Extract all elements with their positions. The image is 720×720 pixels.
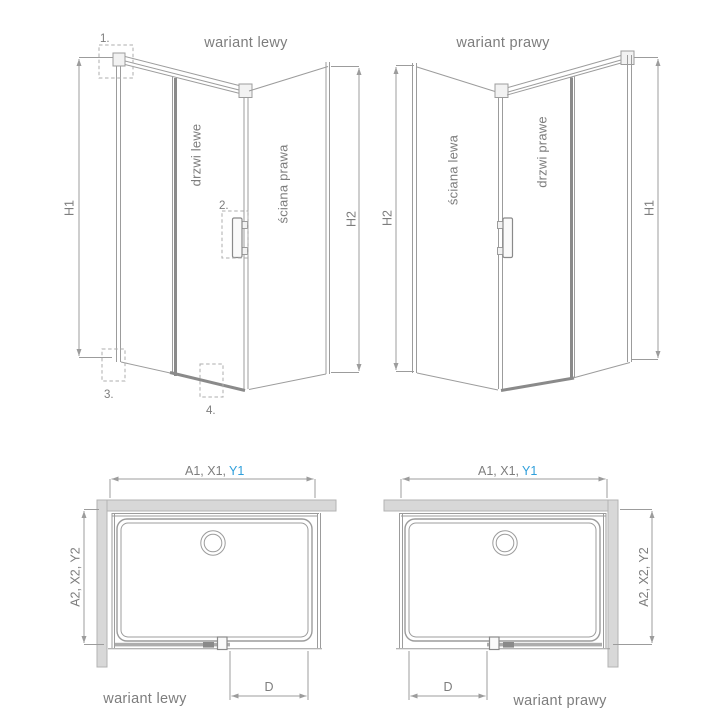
dimension-width <box>401 464 607 498</box>
side-wall-panel <box>413 63 499 390</box>
plan-left-view <box>68 464 336 707</box>
left-wall <box>97 500 107 667</box>
callout-1-label: 1. <box>100 33 110 45</box>
dimension-depth <box>613 510 652 645</box>
shower-tray <box>117 519 312 641</box>
width-dim-label-accent: Y1 <box>522 464 538 478</box>
h1-label: H1 <box>62 200 77 216</box>
corner-bracket <box>495 84 508 98</box>
depth-dim-label: A2, X2, Y2 <box>636 547 651 607</box>
sliding-door-plan <box>115 637 230 650</box>
enclosure-frame <box>396 513 610 649</box>
callout-4-label: 4. <box>206 405 216 417</box>
bottom-rail <box>501 363 630 391</box>
corner-post <box>244 97 248 389</box>
callout-3-label: 3. <box>104 389 114 401</box>
sliding-door-plan <box>487 637 602 650</box>
top-wall <box>384 500 618 511</box>
h2-label: H2 <box>380 210 395 226</box>
dimension-h1-right <box>631 58 658 360</box>
enclosure-frame <box>108 513 322 649</box>
right-frame-profile <box>628 55 632 362</box>
right-wall <box>608 500 618 667</box>
door-handle-plan <box>218 637 228 650</box>
entry-dim-label: D <box>264 680 274 694</box>
depth-dim-label: A2, X2, Y2 <box>68 547 83 607</box>
door-handle <box>498 218 513 258</box>
left-frame-profile <box>113 53 125 362</box>
dimension-entry <box>230 651 308 700</box>
top-rail-bar <box>125 57 252 98</box>
wall-panel-label: ściana prawa <box>275 144 291 224</box>
perspective-right-title: wariant prawy <box>456 35 550 51</box>
sliding-door-panel <box>173 77 176 376</box>
perspective-left-view <box>62 33 359 417</box>
wall-panel-label: ściana lewa <box>445 134 461 206</box>
dimension-entry <box>409 651 487 700</box>
callout-4 <box>200 364 223 417</box>
dimension-width <box>110 464 315 498</box>
top-left-bracket <box>113 53 125 66</box>
plan-left-title: wariant lewy <box>103 691 187 707</box>
width-dim-label: A1, X1, <box>478 464 519 478</box>
door-panel-label: drzwi prawe <box>534 116 550 188</box>
top-wall <box>97 500 336 511</box>
perspective-right-view <box>380 35 658 391</box>
dimension-h2-right <box>331 67 359 373</box>
perspective-left-title: wariant lewy <box>204 35 288 51</box>
width-dim-label-accent: Y1 <box>229 464 245 478</box>
plan-right-view <box>384 464 652 709</box>
width-dim-label: A1, X1, <box>185 464 226 478</box>
door-handle-plan <box>490 637 500 650</box>
dimension-h1-left <box>62 58 113 358</box>
door-handle <box>233 218 248 258</box>
plan-right-title: wariant prawy <box>513 693 607 709</box>
dimension-h2-left <box>380 66 414 372</box>
shower-tray <box>405 519 600 641</box>
door-panel-label: drzwi lewe <box>188 123 204 187</box>
h2-label: H2 <box>344 211 359 227</box>
callout-3 <box>102 349 125 401</box>
h1-label: H1 <box>642 200 657 216</box>
callout-2-label: 2. <box>219 200 229 212</box>
sliding-door-panel <box>572 76 575 379</box>
entry-dim-label: D <box>443 680 453 694</box>
